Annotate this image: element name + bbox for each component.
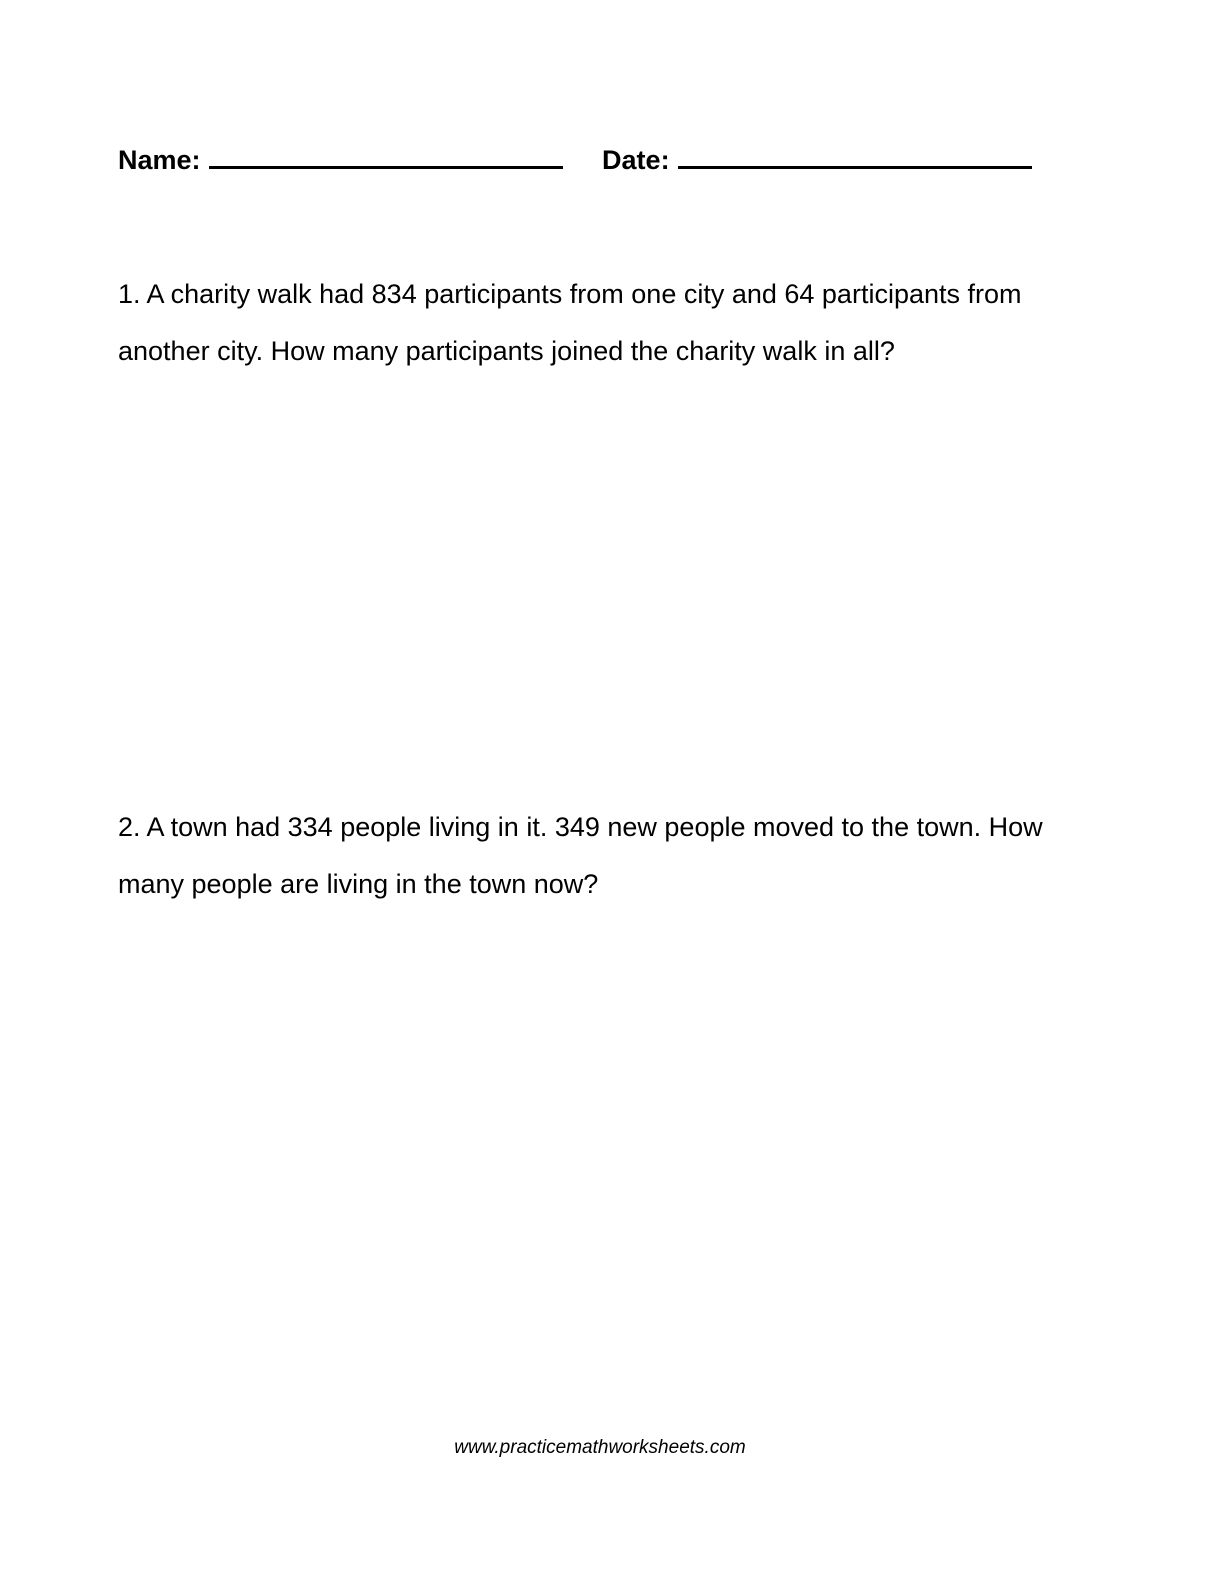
worksheet-header	[118, 143, 1032, 177]
question-text: A town had 334 people living in it. 349 new people moved to the town. How many people are living in the town now?	[118, 812, 1043, 899]
question-text: A charity walk had 834 participants from one city and 64 participants from another city. How many participants joined the charity walk in all?	[118, 279, 1022, 366]
name-field	[118, 143, 563, 177]
question-number: 2.	[118, 812, 141, 842]
name-blank-line[interactable]	[209, 144, 563, 169]
date-label: Date:	[602, 145, 670, 175]
question-number: 1.	[118, 279, 141, 309]
date-field	[602, 143, 1032, 177]
question-1	[118, 266, 1098, 380]
date-blank-line[interactable]	[678, 144, 1032, 169]
footer-website: www.practicemathworksheets.com	[454, 1437, 746, 1458]
question-2	[118, 799, 1098, 913]
name-label: Name:	[118, 145, 201, 175]
